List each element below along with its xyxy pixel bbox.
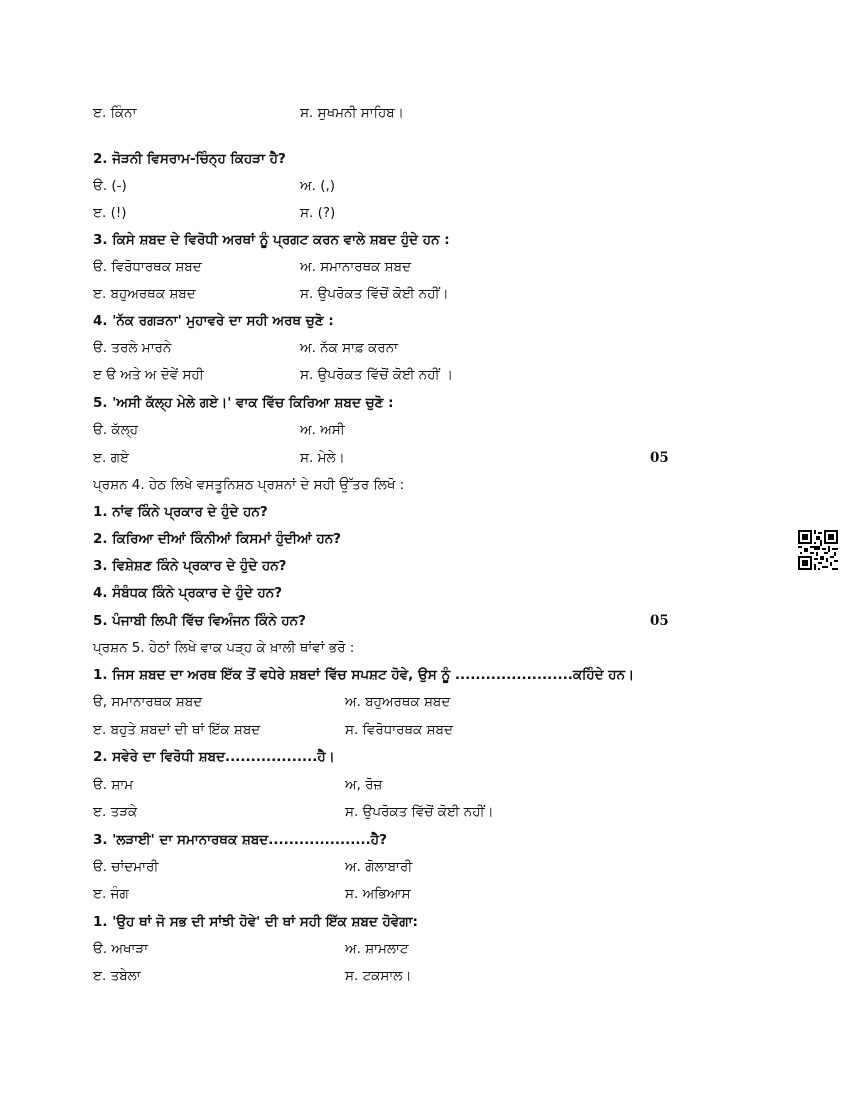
option-left: ੳ. ਸ਼ਾਮ	[93, 777, 134, 793]
option-right: ਸ. ਟਕਸਾਲ।	[345, 968, 412, 984]
option-right: ਸ. ਉਪਰੋਕਤ ਵਿੱਚੋਂ ਕੋਈ ਨਹੀਂ ।	[300, 367, 453, 383]
option-right: ਅ. ਨੱਕ ਸਾਫ਼ ਕਰਨਾ	[300, 340, 399, 356]
option-left: ੲ. ਗਏ	[93, 450, 129, 466]
question-text: 3. ਵਿਸ਼ੇਸ਼ਣ ਕਿੰਨੇ ਪ੍ਰਕਾਰ ਦੇ ਹੁੰਦੇ ਹਨ?	[93, 558, 287, 574]
option-right: ਸ. ਉਪਰੋਕਤ ਵਿੱਚੋਂ ਕੋਈ ਨਹੀਂ।	[300, 286, 449, 302]
marks-label: 05	[650, 613, 669, 629]
option-left: ੳ. ਅਖਾੜਾ	[93, 941, 149, 957]
option-right: ਅ, ਰੋਜ਼	[345, 777, 383, 793]
qr-code-icon	[798, 530, 838, 570]
question-text: 1. 'ਉਹ ਥਾਂ ਜੋ ਸਭ ਦੀ ਸਾਂਝੀ ਹੋਵੇ' ਦੀ ਥਾਂ ਸਹੀ ਇੱਕ ਸ਼ਬਦ ਹੋਵੇਗਾ:	[93, 914, 418, 930]
question-text: 4. ਸੰਬੰਧਕ ਕਿੰਨੇ ਪ੍ਰਕਾਰ ਦੇ ਹੁੰਦੇ ਹਨ?	[93, 585, 283, 601]
option-left: ੲ. ਤਬੇਲਾ	[93, 968, 141, 984]
option-right: ਸ. ਉਪਰੋਕਤ ਵਿੱਚੋਂ ਕੋਈ ਨਹੀਂ।	[345, 804, 494, 820]
question-text: 2. ਸਵੇਰੇ ਦਾ ਵਿਰੋਧੀ ਸ਼ਬਦ..................ਹੈ।	[93, 749, 335, 765]
option-left: ੲ. ਕਿੰਨਾ	[93, 105, 137, 121]
question-text: 5. 'ਅਸੀ ਕੱਲ੍ਹ ਮੇਲੇ ਗਏ।' ਵਾਕ ਵਿੱਚ ਕਿਰਿਆ ਸ਼ਬਦ ਚੁਣੋ :	[93, 395, 394, 411]
option-left: ੳ. ਚਾਂਦਮਾਰੀ	[93, 859, 159, 875]
question-text: 2. ਜੋੜਨੀ ਵਿਸਰਾਮ-ਚਿੰਨ੍ਹ ਕਿਹੜਾ ਹੈ?	[93, 151, 286, 167]
question-text: 3. 'ਲੜਾਈ' ਦਾ ਸਮਾਨਾਰਥਕ ਸ਼ਬਦ....................ਹੈ?	[93, 832, 387, 848]
question-text: 2. ਕਿਰਿਆ ਦੀਆਂ ਕਿੰਨੀਆਂ ਕਿਸਮਾਂ ਹੁੰਦੀਆਂ ਹਨ?	[93, 531, 342, 547]
question-text: 3. ਕਿਸੇ ਸ਼ਬਦ ਦੇ ਵਿਰੋਧੀ ਅਰਥਾਂ ਨੂੰ ਪ੍ਰਗਟ ਕਰਨ ਵਾਲੇ ਸ਼ਬਦ ਹੁੰਦੇ ਹਨ :	[93, 232, 450, 248]
option-right: ਅ. ਸ਼ਾਮਲਾਟ	[345, 941, 409, 957]
marks-label: 05	[650, 450, 669, 466]
option-right: ਸ. ਵਿਰੋਧਾਰਥਕ ਸ਼ਬਦ	[345, 722, 453, 738]
option-left: ੳ. ਕੱਲ੍ਹ	[93, 422, 139, 438]
option-right: ਅ. ਸਮਾਨਾਰਥਕ ਸ਼ਬਦ	[300, 259, 412, 275]
option-left: ੳ. (-)	[93, 178, 127, 194]
question-text: 1. ਨਾਂਵ ਕਿੰਨੇ ਪ੍ਰਕਾਰ ਦੇ ਹੁੰਦੇ ਹਨ?	[93, 504, 268, 520]
option-right: ਅ. ਅਸੀ	[300, 422, 345, 438]
option-right: ਸ. ਸੁਖਮਨੀ ਸਾਹਿਬ।	[300, 105, 404, 121]
option-right: ਸ. ਅਭਿਆਸ	[345, 886, 411, 902]
section-heading: ਪ੍ਰਸ਼ਨ 5. ਹੇਠਾਂ ਲਿਖੇ ਵਾਕ ਪੜ੍ਹ ਕੇ ਖ਼ਾਲੀ ਥਾਂਵਾਂ ਭਰੋ :	[93, 640, 355, 656]
option-left: ੳ. ਤਰਲੇ ਮਾਰਨੇ	[93, 340, 172, 356]
option-left: ੲ. ਜੰਗ	[93, 886, 129, 902]
section-heading: ਪ੍ਰਸ਼ਨ 4. ਹੇਠ ਲਿਖੇ ਵਸਤੂਨਿਸ਼ਠ ਪ੍ਰਸ਼ਨਾਂ ਦੇ ਸਹੀ ਉੱਤਰ ਲਿਖੋ :	[93, 477, 405, 493]
option-right: ਅ. ਗੋਲਾਬਾਰੀ	[345, 859, 413, 875]
question-text: 1. ਜਿਸ ਸ਼ਬਦ ਦਾ ਅਰਥ ਇੱਕ ਤੋਂ ਵਧੇਰੇ ਸ਼ਬਦਾਂ ਵਿੱਚ ਸਪਸ਼ਟ ਹੋਵੇ, ਉਸ ਨੂੰ .......................ਕਹਿੰਦੇ ਹਨ।	[93, 667, 635, 683]
option-left: ੳ. ਵਿਰੋਧਾਰਥਕ ਸ਼ਬਦ	[93, 259, 202, 275]
option-right: ਅ. (,)	[300, 178, 336, 194]
option-left: ੲ ੳ ਅਤੇ ਅ ਦੋਵੇਂ ਸਹੀ	[93, 367, 204, 383]
question-text: 5. ਪੰਜਾਬੀ ਲਿਪੀ ਵਿੱਚ ਵਿਅੰਜਨ ਕਿੰਨੇ ਹਨ?	[93, 613, 306, 629]
option-left: ੳ, ਸਮਾਨਾਰਥਕ ਸ਼ਬਦ	[93, 694, 203, 710]
option-left: ੲ. ਬਹੁਤੇ ਸ਼ਬਦਾਂ ਦੀ ਥਾਂ ਇੱਕ ਸ਼ਬਦ	[93, 722, 261, 738]
option-left: ੲ. ਤੜਕੇ	[93, 804, 138, 820]
option-right: ਸ. (?)	[300, 205, 336, 221]
option-right: ਅ. ਬਹੁਅਰਥਕ ਸ਼ਬਦ	[345, 694, 451, 710]
question-text: 4. 'ਨੱਕ ਰਗੜਨਾ' ਮੁਹਾਵਰੇ ਦਾ ਸਹੀ ਅਰਥ ਚੁਣੋ :	[93, 313, 334, 329]
option-left: ੲ. ਬਹੁਅਰਥਕ ਸ਼ਬਦ	[93, 286, 196, 302]
option-left: ੲ. (!)	[93, 205, 127, 221]
option-right: ਸ. ਮੇਲੇ।	[300, 450, 345, 466]
